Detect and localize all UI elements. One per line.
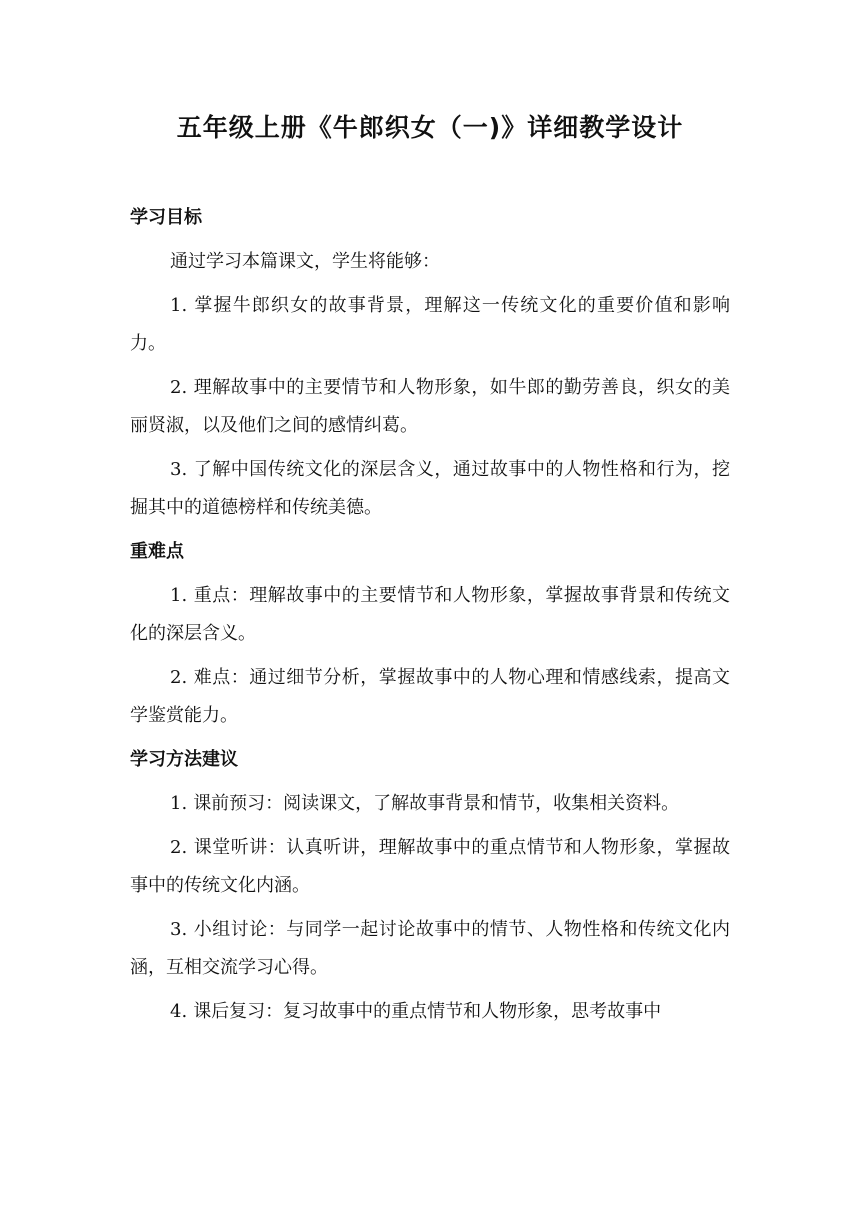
list-item	[130, 993, 730, 1031]
item-text: 难点：通过细节分析，掌握故事中的人物心理和情感线索，提高文学鉴赏能力。	[130, 667, 730, 726]
item-text: 了解中国传统文化的深层含义，通过故事中的人物性格和行为，挖掘其中的道德榜样和传统美德。	[130, 459, 730, 518]
item-number: 3.	[170, 919, 188, 940]
list-item	[130, 577, 730, 653]
item-number: 3.	[170, 459, 188, 480]
item-number: 2.	[170, 377, 188, 398]
item-text: 课堂听讲：认真听讲，理解故事中的重点情节和人物形象，掌握故事中的传统文化内涵。	[130, 837, 730, 896]
document-title: 五年级上册《牛郎织女（一)》详细教学设计	[176, 113, 684, 142]
list-item	[130, 369, 730, 445]
section-intro: 通过学习本篇课文，学生将能够：	[170, 251, 440, 272]
item-text: 重点：理解故事中的主要情节和人物形象，掌握故事背景和传统文化的深层含义。	[130, 585, 730, 644]
item-text: 小组讨论：与同学一起讨论故事中的情节、人物性格和传统文化内涵，互相交流学习心得。	[130, 919, 730, 978]
list-item	[130, 287, 730, 363]
section-heading-study-methods: 学习方法建议	[130, 749, 238, 770]
list-item	[130, 829, 730, 905]
item-number: 1.	[170, 295, 188, 316]
item-number: 2.	[170, 837, 188, 858]
item-number: 4.	[170, 1001, 188, 1022]
list-item	[130, 451, 730, 527]
item-number: 1.	[170, 585, 188, 606]
item-text: 课前预习：阅读课文，了解故事背景和情节，收集相关资料。	[193, 793, 680, 814]
section-heading-learning-goals: 学习目标	[130, 207, 202, 228]
item-text: 理解故事中的主要情节和人物形象，如牛郎的勤劳善良，织女的美丽贤淑，以及他们之间的感情纠葛。	[130, 377, 730, 436]
list-item	[130, 911, 730, 987]
item-number: 1.	[170, 793, 188, 814]
document-body	[130, 199, 730, 1037]
section-heading-key-points: 重难点	[130, 541, 184, 562]
item-text: 掌握牛郎织女的故事背景，理解这一传统文化的重要价值和影响力。	[130, 295, 730, 354]
item-text: 课后复习：复习故事中的重点情节和人物形象，思考故事中	[193, 1001, 662, 1022]
list-item	[130, 659, 730, 735]
list-item	[130, 785, 730, 823]
item-number: 2.	[170, 667, 188, 688]
